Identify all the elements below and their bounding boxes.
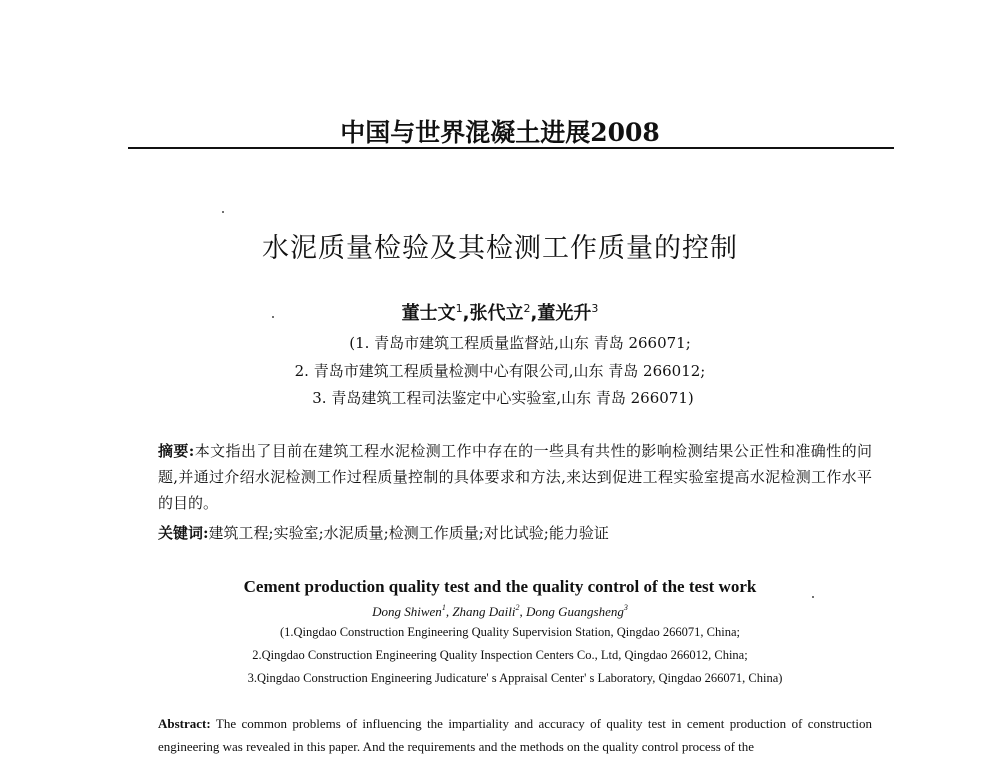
author-affil-index: 1 [441,603,446,612]
authors-en: Dong Shiwen$^1$, Zhang Daili$^2$, Dong Guangsheng$^3$ [372,603,628,619]
affiliation-cn: 2. 青岛市建筑工程质量检测中心有限公司,山东 青岛 266012; [294,362,706,380]
journal-title: 中国与世界混凝土进展2008 [340,118,660,147]
keywords-label-cn: 关键词: [158,524,209,542]
abstract-text-cn: 本文指出了目前在建筑工程水泥检测工作中存在的一些具有共性的影响检测结果公正性和准确性的问题,并通过介绍水泥检测工作过程质量控制的具体要求和方法,来达到促进工程实验室提高水泥检测工作水平的目的。 [158,442,872,512]
paper-title-en: Cement production quality test and the quality control of the test work [243,577,757,596]
author-name: 董士文 [401,303,456,324]
author-name: Dong Guangsheng [526,604,624,619]
paper-title-cn: 水泥质量检验及其检测工作质量的控制 [262,233,738,264]
abstract-cn [158,438,872,516]
affiliation-en: 2.Qingdao Construction Engineering Quality Inspection Centers Co., Ltd, Qingdao 266012, China; [252,648,748,662]
affiliation-en: (1.Qingdao Construction Engineering Quality Supervision Station, Qingdao 266071, China; [279,625,741,639]
abstract-en [158,712,872,758]
affiliation-cn: (1. 青岛市建筑工程质量监督站,山东 青岛 266071; [349,334,691,352]
abstract-text-en: The common problems of influencing the impartiality and accuracy of quality test in cement production of construction engineering was revealed in this paper. And the requirements and the methods on the quality control process of the [158,716,872,754]
author-affil-index: 3 [623,603,628,612]
author-affil-index: 3 [591,302,599,315]
author-name: Zhang Daili [452,604,516,619]
author-affil-index: 1 [455,302,463,315]
authors-cn: 董士文$^1$,张代立$^2$,董光升$^3$ [401,302,599,324]
abstract-label-cn: 摘要: [158,442,195,460]
affiliation-en: 3.Qingdao Construction Engineering Judicature' s Appraisal Center' s Laboratory, Qingdao 266071, China) [247,671,783,685]
header-rule [128,147,894,149]
author-affil-index: 2 [515,603,520,612]
keywords-cn [158,522,872,544]
author-name: Dong Shiwen [372,604,442,619]
author-name: 张代立 [469,303,524,324]
affiliation-cn: 3. 青岛建筑工程司法鉴定中心实验室,山东 青岛 266071) [312,389,694,407]
abstract-label-en: Abstract: [158,716,211,731]
scan-speck [222,211,224,213]
author-affil-index: 2 [523,302,531,315]
keywords-text-cn: 建筑工程;实验室;水泥质量;检测工作质量;对比试验;能力验证 [208,524,609,542]
author-name: 董光升 [537,303,592,324]
